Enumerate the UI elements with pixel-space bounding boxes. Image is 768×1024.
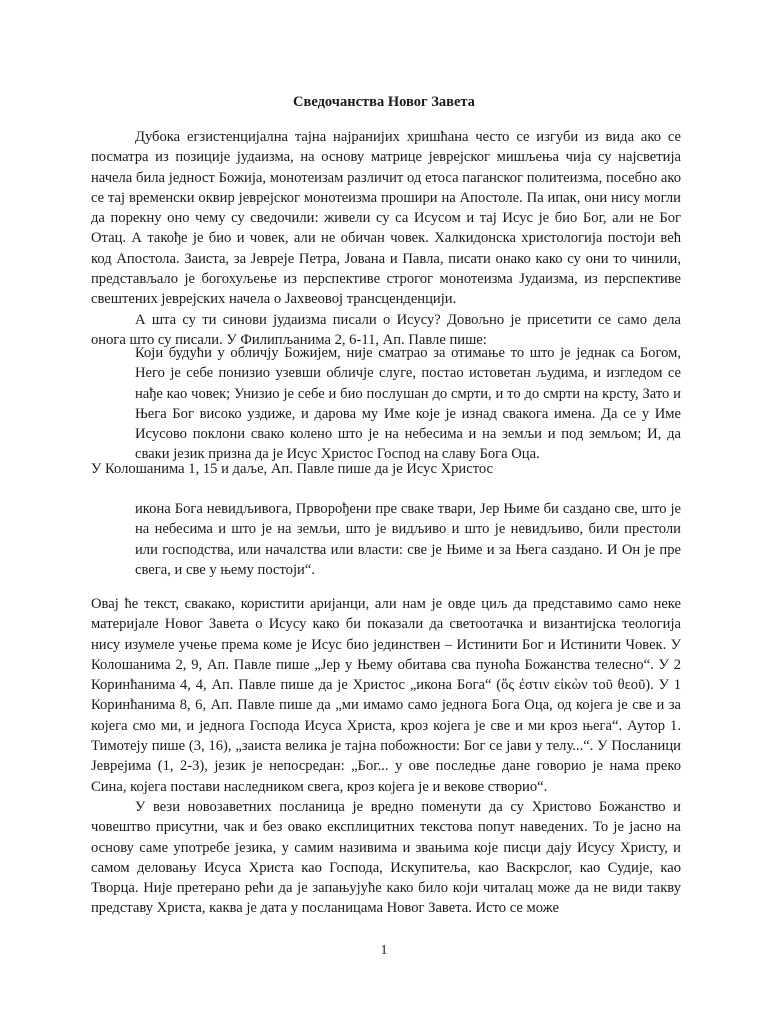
paragraph: Дубока егзистенцијална тајна најранијих хришћана често се изгуби из вида ако се посматра из позиције јудаизма, на основу матрице јеврејског мишљења чија су најсветија начела била једност Божија, монотеизам различит од етоса паганског политеизма, посебно ако се тај временски оквир јеврејског монотеизма прошири на Апостоле. Па ипак, они нису могли да порекну оно чему су сведочили: живели су са Исусом и тај Исус је био Бог, али не Бог Отац. А такође је био и човек, али не обичан човек. Халкидонска христологија постоји већ код Апостола. Заиста, за Јевреје Петра, Јована и Павла, писати онако како су они то чинили, представљало је богохуљење из перспективе строгог монотеизма Јудаизма, из перспективе свештених јеврејских начела о Јахвеовој трансценденцији.: [91, 129, 681, 308]
paragraph: Овај ће текст, свакако, користити аријанци, али нам је овде циљ да представимо само неке материјале Новог Завета о Исусу како би показали да светоотачка и византијска теологија нису изумеле учење према коме је Исус био јединствен – Истинити Бог и Истинити Човек. У Колошанима 2, 9, Ап. Павле пише „Јер у Њему обитава сва пуноћа Божанства телесно“. У 2 Коринћанима 4, 4, Ап. Павле пише да је Христос „икона Бога“ (ὅς ἐστιν εἰκὼν τοῦ θεοῦ). У 1 Коринћанима 8, 6, Ап. Павле пише да „ми имамо само једнога Бога Оца, од којега је све и за којега смо ми, и једнога Господа Исуса Христа, кроз којега је све и ми кроз њега“. Аутор 1. Тимотеју пише (3, 16), „заиста велика је тајна побожности: Бог се јави у телу...“. У Посланици Јеврејима (1, 2-3), језик је непосредан: „Бог... у ове последње дане говорио је нама преко Сина, којега постави наследником свега, кроз којега је и векове створио“.: [91, 596, 681, 795]
block-quote-philippians: [135, 343, 681, 465]
page-number: 1: [380, 943, 388, 958]
intro-section: [91, 127, 681, 350]
paragraph: У Колошанима 1, 15 и даље, Ап. Павле пише да је Исус Христос: [91, 461, 494, 477]
colossians-intro-section: [91, 459, 681, 479]
document-title: Сведочанства Новог Завета: [293, 94, 475, 110]
paragraph: У вези новозаветних посланица је вредно поменути да су Христово Божанство и човештво присутни, чак и без овако експлицитних текстова попут наведених. То је јасно на основу саме употребе језика, у самим називима и звањима које писци дају Исусу Христу, и самом деловању Исуса Христа као Господа, Искупитеља, као Васкрслог, као Судије, као Творца. Није претерано рећи да је запањујуће како било који читалац може да не види такву представу Христа, каква је дата у посланицама Новог Завета. Исто се може: [91, 798, 681, 917]
paragraph: А шта су ти синови јудаизма писали о Исусу? Довољно је присетити се само дела онога што су писали. У Филипљанима 2, 6-11, Ап. Павле пише:: [91, 311, 681, 348]
block-quote-colossians: [135, 499, 681, 580]
quote-text: икона Бога невидљивога, Прворођени пре сваке твари, Јер Њиме би саздано све, што је на небесима и што је на земљи, што је видљиво и што је невидљиво, били престоли или господства, или началства или власти: све је Њиме и за Њега саздано. И Он је пре свега, и све у њему постоји“.: [135, 501, 681, 578]
quote-text: Који будући у обличју Божијем, није сматрао за отимање то што је једнак са Богом, Него је себе понизио узевши обличје слуге, постао истоветан људима, и изгледом се нађе као човек; Унизио је себе и био послушан до смрти, и то до смрти на крсту, Зато и Њега Бог високо уздиже, и дарова му Име које је изнад свакога имена. Да се у Име Исусово поклони свако колено што је на небесима и на земљи и под земљом; И, да сваки језик призна да је Исус Христос Господ на славу Бога Оца.: [135, 345, 681, 463]
closing-section: [91, 594, 681, 919]
